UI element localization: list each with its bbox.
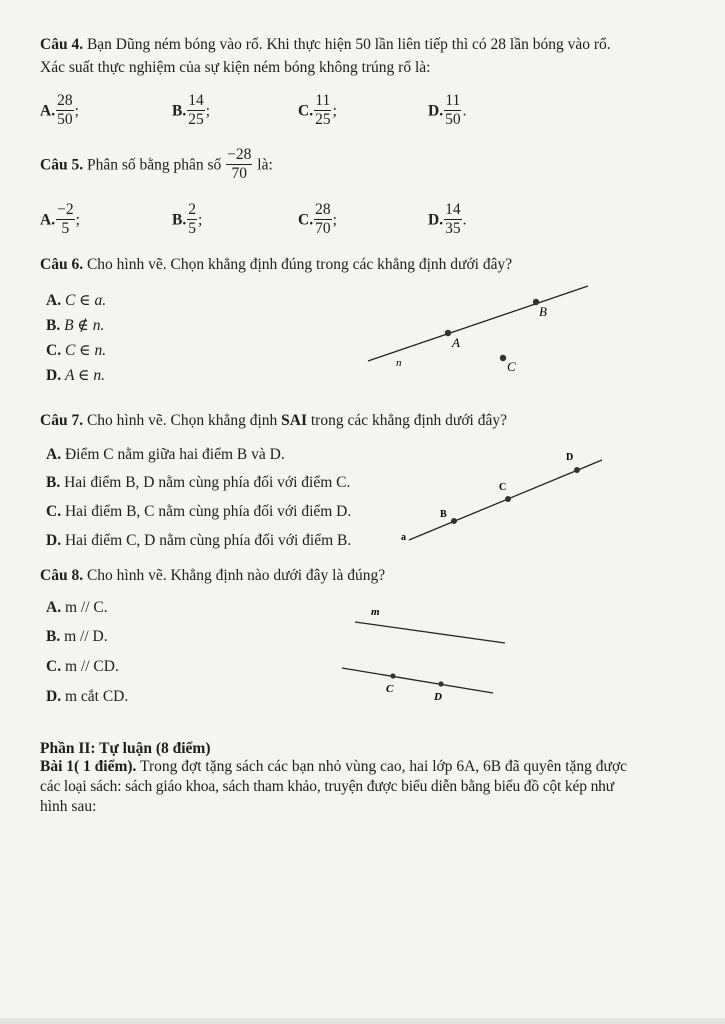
q4-text-line2: Xác suất thực nghiệm của sự kiện ném bóng không trúng rổ là: xyxy=(40,59,431,76)
line-n xyxy=(368,286,588,361)
option-label: A. xyxy=(46,292,62,309)
point-c xyxy=(500,355,506,361)
q7-option-c[interactable] xyxy=(46,503,351,521)
label-a: a xyxy=(401,532,406,543)
point-c xyxy=(505,496,511,502)
q6-option-d[interactable] xyxy=(46,366,105,385)
label-m: m xyxy=(371,606,380,618)
option-label: C. xyxy=(46,503,62,520)
q7-option-b[interactable] xyxy=(46,474,350,492)
q8-option-c[interactable] xyxy=(46,658,119,676)
q4-option-b[interactable]: B. $\frac{14}{25}$ ; xyxy=(172,92,211,129)
q4-text-line1: Bạn Dũng ném bóng vào rổ. Khi thực hiện 50 lần liên tiếp thì có 28 lần bóng vào rổ. xyxy=(86,36,611,53)
fraction: $\frac{14}{35}$ xyxy=(445,201,461,238)
q5-label: Câu 5. xyxy=(40,156,84,174)
option-label: A. xyxy=(46,599,62,616)
bai1-label: Bài 1( 1 điểm). xyxy=(40,758,137,775)
part2-heading: Phần II: Tự luận (8 điểm) xyxy=(40,740,211,757)
point-d xyxy=(438,681,443,686)
line-cd xyxy=(342,668,493,693)
fraction: $\frac{-2}{5}$ xyxy=(57,201,74,238)
point-a xyxy=(445,330,451,336)
q4-option-d[interactable]: D. $\frac{11}{50}$ . xyxy=(428,92,467,129)
q5-option-b[interactable]: B. $\frac{2}{5}$ ; xyxy=(172,201,203,238)
bai1-line2: các loại sách: sách giáo khoa, sách tham khảo, truyện được biểu diễn bằng biểu đồ cột kép như xyxy=(40,778,615,795)
option-label: D. xyxy=(46,688,62,705)
q4-label: Câu 4. xyxy=(40,36,84,53)
q7-option-a[interactable] xyxy=(46,446,285,464)
label-a: A xyxy=(452,335,460,350)
q7-option-d[interactable] xyxy=(46,532,351,550)
option-label: D. xyxy=(428,102,444,120)
option-text: C ∈ n. xyxy=(64,342,107,359)
label-c: C xyxy=(499,482,507,493)
q8-option-a[interactable] xyxy=(46,599,108,617)
q6-label: Câu 6. xyxy=(40,256,84,273)
option-text: Hai điểm B, C nằm cùng phía đối với điểm D. xyxy=(64,503,352,520)
option-label: A. xyxy=(40,211,56,229)
q8-question xyxy=(40,567,385,585)
q6-option-b[interactable] xyxy=(46,316,104,335)
option-label: A. xyxy=(40,102,56,120)
bai1-text-line1: Trong đợt tặng sách các bạn nhỏ vùng cao, hai lớp 6A, 6B đã quyên tặng được xyxy=(140,758,628,775)
q5-option-c[interactable]: C. $\frac{28}{70}$ ; xyxy=(298,201,337,238)
q6-option-c[interactable] xyxy=(46,341,106,360)
option-label: B. xyxy=(46,474,61,491)
bai1-line1 xyxy=(40,758,627,776)
label-d: D xyxy=(566,452,574,463)
option-text: m // D. xyxy=(64,628,108,645)
fraction: $\frac{11}{50}$ xyxy=(445,92,461,129)
q5-option-a[interactable]: A. $\frac{-2}{5}$ ; xyxy=(40,201,80,238)
q6-text: Cho hình vẽ. Chọn khẳng định đúng trong các khẳng định dưới đây? xyxy=(86,256,513,273)
option-label: C. xyxy=(298,102,314,120)
q5-question xyxy=(40,148,273,184)
label-b: B xyxy=(539,304,547,319)
label-n: n xyxy=(396,357,402,369)
point-d xyxy=(574,467,580,473)
option-label: C. xyxy=(298,211,314,229)
option-label: C. xyxy=(46,658,62,675)
q8-option-b[interactable] xyxy=(46,628,108,646)
option-label: D. xyxy=(46,367,62,384)
q5-option-d[interactable]: D. $\frac{14}{35}$ . xyxy=(428,201,467,238)
q5-fraction: $\frac{-28}{70}$ xyxy=(227,146,252,183)
fraction: $\frac{28}{70}$ xyxy=(315,201,331,238)
fraction: $\frac{11}{25}$ xyxy=(315,92,331,129)
q5-text-after: là: xyxy=(257,156,273,174)
option-label: D. xyxy=(428,211,444,229)
q7-question xyxy=(40,412,507,430)
q5-text-before: Phân số bằng phân số xyxy=(86,156,222,174)
option-label: B. xyxy=(46,317,61,334)
fraction: $\frac{2}{5}$ xyxy=(188,201,196,238)
scan-edge xyxy=(0,1018,725,1024)
option-label: D. xyxy=(46,532,62,549)
q7-text-bold: SAI xyxy=(281,412,307,429)
q7-text-after: trong các khẳng định dưới đây? xyxy=(310,412,507,429)
q7-text-before: Cho hình vẽ. Chọn khẳng định xyxy=(86,412,278,429)
fraction: $\frac{14}{25}$ xyxy=(188,92,204,129)
option-text: Hai điểm C, D nằm cùng phía đối với điểm B. xyxy=(64,532,352,549)
line-m xyxy=(355,622,505,643)
label-b: B xyxy=(440,509,447,520)
option-label: B. xyxy=(172,102,187,120)
point-c xyxy=(390,673,395,678)
fraction: $\frac{28}{50}$ xyxy=(57,92,73,129)
option-text: m // C. xyxy=(64,599,108,616)
label-c: C xyxy=(507,359,516,374)
q4-option-c[interactable]: C. $\frac{11}{25}$ ; xyxy=(298,92,337,129)
q4-question-line1 xyxy=(40,36,611,54)
option-label: A. xyxy=(46,446,62,463)
q7-figure xyxy=(395,446,610,546)
q6-figure xyxy=(360,278,600,378)
option-label: B. xyxy=(46,628,61,645)
option-label: B. xyxy=(172,211,187,229)
q7-label: Câu 7. xyxy=(40,412,84,429)
option-text: C ∈ a. xyxy=(64,292,107,309)
q8-text: Cho hình vẽ. Khẳng định nào dưới đây là đúng? xyxy=(86,567,386,584)
option-text: m // CD. xyxy=(64,658,119,675)
option-text: A ∈ n. xyxy=(64,367,105,384)
q6-option-a[interactable] xyxy=(46,291,106,310)
option-text: Điểm C nằm giữa hai điểm B và D. xyxy=(64,446,285,463)
option-text: Hai điểm B, D nằm cùng phía đối với điểm C. xyxy=(64,474,351,491)
q6-question xyxy=(40,256,512,274)
q8-label: Câu 8. xyxy=(40,567,84,584)
q8-option-d[interactable] xyxy=(46,688,128,706)
bai1-line3: hình sau: xyxy=(40,798,97,815)
option-text: B ∉ n. xyxy=(64,317,105,334)
option-label: C. xyxy=(46,342,62,359)
option-text: m cắt CD. xyxy=(64,688,129,705)
label-c: C xyxy=(386,683,394,695)
q8-figure xyxy=(335,600,515,705)
point-b xyxy=(451,518,457,524)
q4-option-a[interactable]: A. $\frac{28}{50}$ ; xyxy=(40,92,79,129)
label-d: D xyxy=(434,691,442,703)
